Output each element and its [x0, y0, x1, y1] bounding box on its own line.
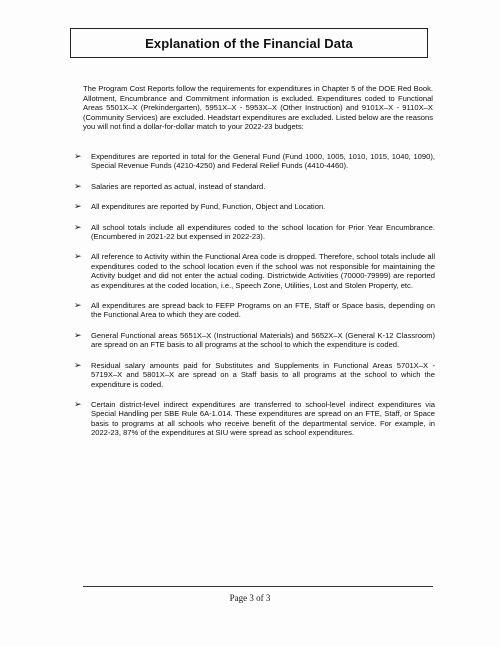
page-title: Explanation of the Financial Data: [145, 35, 353, 51]
footer-divider: [83, 586, 433, 587]
list-item-text: Residual salary amounts paid for Substitutes and Supplements in Functional Areas 5701X–X - 5719X–X and 5801X–X are spread on a Staff basis to all programs at the school to which the expenditure is coded.: [91, 360, 435, 389]
list-item-text: All reference to Activity within the Functional Area code is dropped. Therefore, school totals include all expenditures coded to the school location even if the school was not responsible for maintaining the Activity budget and did not enter the actual coding. Districtwide Activities (70000-79999) are reported as expenditures at the coded location, i.e., Speech Zone, Utilities, Lost and Stolen Property, etc.: [91, 252, 435, 290]
list-item: [73, 331, 435, 350]
arrow-bullet-icon: ➢: [74, 251, 82, 262]
list-item: [73, 301, 435, 320]
list-item-text: Salaries are reported as actual, instead of standard.: [91, 181, 266, 191]
list-item-text: All school totals include all expenditures coded to the school location for Prior Year Encumbrance. (Encumbered in 2021-22 but expensed in 2022-23).: [91, 222, 435, 242]
intro-paragraph: The Program Cost Reports follow the requirements for expenditures in Chapter 5 of the DOE Red Book. Allotment, Encumbrance and Commitment information is excluded. Expenditures coded to Functional Areas 5501X–X (Prekindergarten), 5951X–X - 5953X–X (Other Instruction) and 9101X–X - 9110X–X (Community Services) are excluded. Headstart expenditures are excluded. Listed below are the reasons you will not find a dollar-for-dollar match to your 2022-23 budgets:: [83, 84, 433, 132]
list-item: [73, 182, 435, 191]
list-item: [73, 400, 435, 438]
arrow-bullet-icon: ➢: [74, 201, 82, 212]
arrow-bullet-icon: ➢: [74, 359, 82, 370]
list-item-text: All expenditures are reported by Fund, Function, Object and Location.: [91, 202, 326, 212]
arrow-bullet-icon: ➢: [74, 151, 82, 161]
list-item-text: Expenditures are reported in total for the General Fund (Fund 1000, 1005, 1010, 1015, 1040, 1090), Special Revenue Funds (4210-4250) and Federal Relief Funds (4410-4460).: [91, 152, 435, 171]
bullet-list: [73, 152, 435, 449]
arrow-bullet-icon: ➢: [74, 180, 82, 191]
page-number: Page 3 of 3: [229, 593, 271, 603]
arrow-bullet-icon: ➢: [74, 329, 82, 340]
list-item-text: Certain district-level indirect expenditures are transferred to school-level indirect expenditures via Special Handling per SBE Rule 6A-1.014. These expenditures are spread on an FTE, Staff, or Space basis to programs at all schools who receive benefit of the departmental service. For example, in 2022-23, 87% of the expenditures at SIU were spread as school expenditures.: [91, 399, 435, 438]
arrow-bullet-icon: ➢: [74, 300, 82, 311]
list-item-text: All expenditures are spread back to FEFP Programs on an FTE, Staff or Space basis, depending on the Functional Area to which they are coded.: [91, 301, 435, 320]
list-item-text: General Functional areas 5651X–X (Instructional Materials) and 5652X–X (General K-12 Classroom) are spread on an FTE basis to all programs at the school to which the expenditure is coded.: [91, 330, 435, 350]
list-item: [73, 223, 435, 242]
list-item: [73, 202, 435, 211]
arrow-bullet-icon: ➢: [74, 398, 82, 409]
list-item: [73, 361, 435, 389]
list-item: [73, 252, 435, 290]
title-box: [70, 28, 428, 58]
list-item: [73, 152, 435, 171]
arrow-bullet-icon: ➢: [74, 221, 82, 232]
